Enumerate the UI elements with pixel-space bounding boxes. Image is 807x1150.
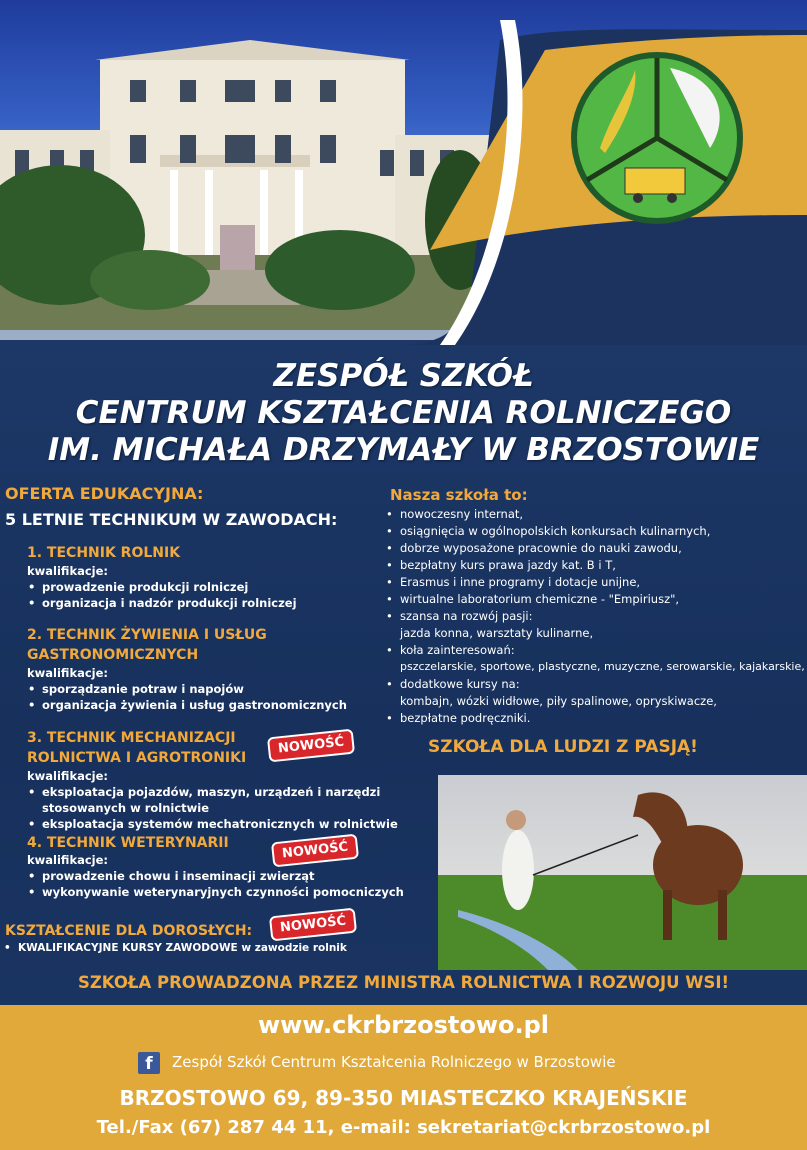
school-item-5: • Erasmus i inne programy i dotacje unijne, (400, 575, 640, 589)
facebook-link[interactable]: Zespół Szkół Centrum Kształcenia Rolniczego w Brzostowie (172, 1053, 616, 1071)
course-4-item-2: • wykonywanie weterynaryjnych czynności pomocniczych (42, 885, 404, 899)
course-1-item-1: • prowadzenie produkcji rolniczej (42, 580, 248, 594)
offer-subheading: 5 LETNIE TECHNIKUM W ZAWODACH: (5, 510, 338, 529)
course-4-name: 4. TECHNIK WETERYNARII (27, 835, 229, 851)
course-2-kw: kwalifikacje: (27, 666, 109, 680)
new-badge-2: NOWOŚĆ (271, 834, 359, 868)
school-item-2: • osiągnięcia w ogólnopolskich konkursach kulinarnych, (400, 524, 710, 538)
course-3-name2: ROLNICTWA I AGROTRONIKI (27, 750, 247, 766)
school-sub-1: jazda konna, warsztaty kulinarne, (400, 626, 594, 640)
course-1-item-2: • organizacja i nadzór produkcji rolniczej (42, 596, 297, 610)
offer-heading: OFERTA EDUKACYJNA: (5, 484, 204, 503)
school-sub-2: pszczelarskie, sportowe, plastyczne, muzyczne, serowarskie, kajakarskie, (400, 660, 805, 673)
title-line2: CENTRUM KSZTAŁCENIA ROLNICZEGO (75, 395, 732, 431)
adult-heading: KSZTAŁCENIE DLA DOROSŁYCH: (5, 923, 253, 939)
school-item-6: • wirtualne laboratorium chemiczne - "Empiriusz", (400, 592, 679, 606)
course-1-kw: kwalifikacje: (27, 564, 109, 578)
new-badge-1: NOWOŚĆ (267, 729, 355, 763)
slogan: SZKOŁA DLA LUDZI Z PASJĄ! (428, 737, 698, 757)
contact: Tel./Fax (67) 287 44 11, e-mail: sekretariat@ckrbrzostowo.pl (96, 1117, 711, 1138)
course-2-item-1: • sporządzanie potraw i napojów (42, 682, 244, 696)
horse-photo (438, 775, 807, 970)
address: BRZOSTOWO 69, 89-350 MIASTECZKO KRAJEŃSKIE (119, 1086, 688, 1110)
course-2-name2: GASTRONOMICZNYCH (27, 647, 199, 663)
course-3-item-3: • eksploatacja systemów mechatronicznych w rolnictwie (42, 817, 398, 831)
course-3-item-2: stosowanych w rolnictwie (42, 801, 210, 815)
title-line3: IM. MICHAŁA DRZYMAŁY W BRZOSTOWIE (47, 432, 760, 468)
adult-item: • KWALIFIKACYJNE KURSY ZAWODOWE w zawodzie rolnik (18, 942, 347, 954)
school-item-1: • nowoczesny internat, (400, 507, 523, 521)
ministry-line: SZKOŁA PROWADZONA PRZEZ MINISTRA ROLNICTWA I ROZWOJU WSI! (77, 973, 730, 992)
school-heading: Nasza szkoła to: (390, 486, 528, 504)
course-1-name: 1. TECHNIK ROLNIK (27, 545, 181, 561)
course-3-kw: kwalifikacje: (27, 769, 109, 783)
school-item-9: • dodatkowe kursy na: (400, 677, 520, 691)
website-link[interactable]: www.ckrbrzostowo.pl (257, 1011, 550, 1039)
facebook-icon[interactable]: f (138, 1052, 160, 1074)
school-item-10: • bezpłatne podręczniki. (400, 711, 530, 725)
course-4-item-1: • prowadzenie chowu i inseminacji zwierząt (42, 869, 315, 883)
title-line1: ZESPÓŁ SZKÓŁ (273, 358, 534, 394)
school-logo (560, 48, 755, 228)
course-3-name: 3. TECHNIK MECHANIZACJI (27, 730, 236, 746)
school-item-7: • szansa na rozwój pasji: (400, 609, 533, 623)
new-badge-3: NOWOŚĆ (269, 908, 357, 942)
course-3-item-1: • eksploatacja pojazdów, maszyn, urządzeń i narzędzi (42, 785, 380, 799)
school-sub-3: kombajn, wózki widłowe, piły spalinowe, opryskiwacze, (400, 694, 717, 708)
school-item-3: • dobrze wyposażone pracownie do nauki zawodu, (400, 541, 682, 555)
course-2-name: 2. TECHNIK ŻYWIENIA I USŁUG (27, 627, 267, 643)
course-2-item-2: • organizacja żywienia i usług gastronomicznych (42, 698, 347, 712)
school-item-4: • bezpłatny kurs prawa jazdy kat. B i T, (400, 558, 616, 572)
course-4-kw: kwalifikacje: (27, 853, 109, 867)
school-item-8: • koła zainteresowań: (400, 643, 515, 657)
